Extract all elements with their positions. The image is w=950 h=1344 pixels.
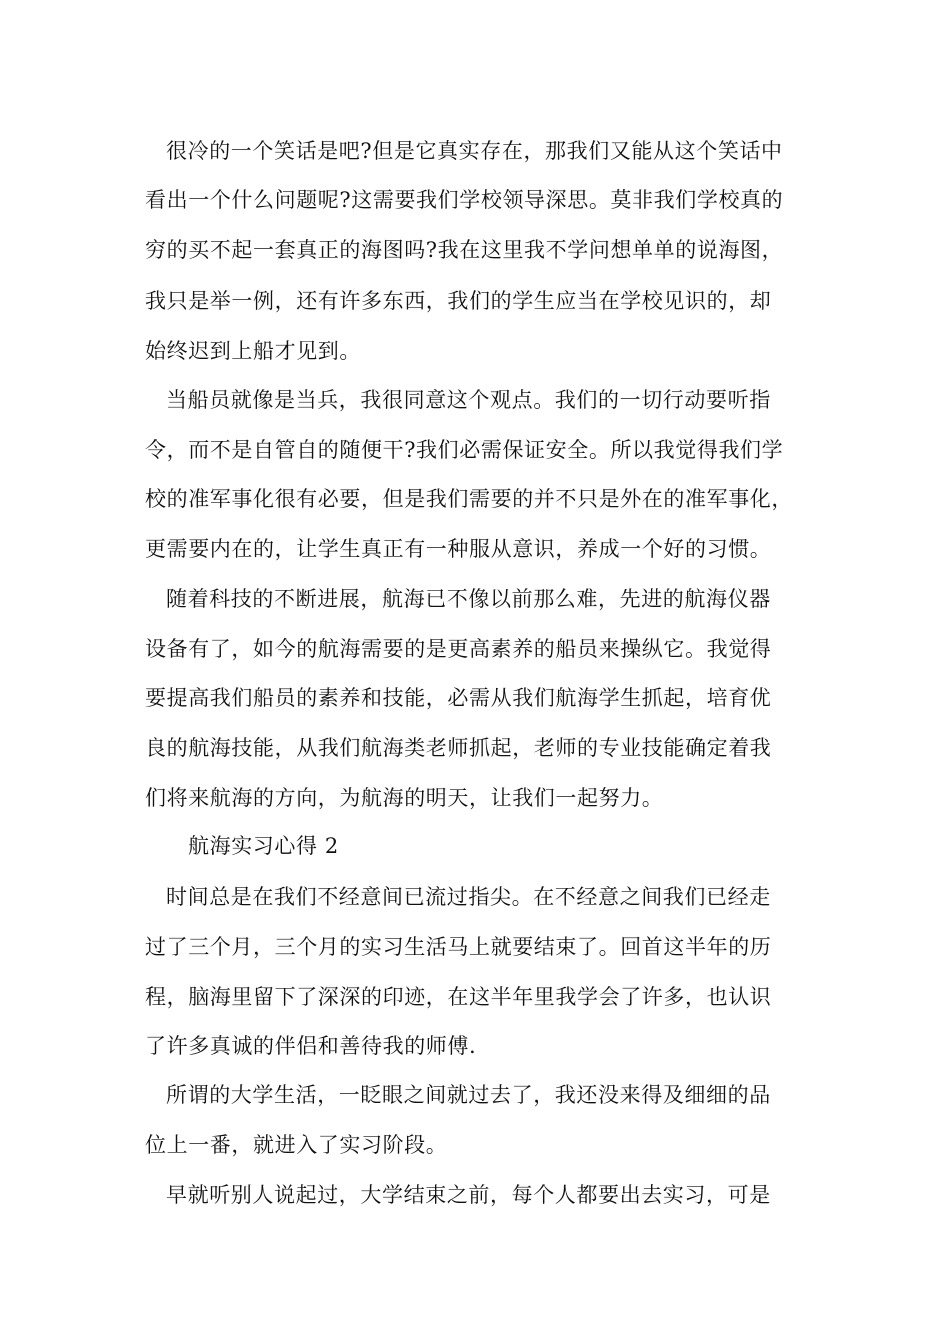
paragraph-3-line-4: 良的航海技能，从我们航海类老师抓起，老师的专业技能确定着我	[145, 736, 772, 760]
paragraph-3-line-3: 要提高我们船员的素养和技能，必需从我们航海学生抓起，培育优	[145, 686, 772, 710]
paragraph-5-line-1: 所谓的大学生活，一眨眼之间就过去了，我还没来得及细细的品	[166, 1083, 771, 1107]
paragraph-4-line-3: 程，脑海里留下了深深的印迹，在这半年里我学会了许多，也认识	[145, 985, 772, 1009]
paragraph-1-line-4: 我只是举一例，还有许多东西，我们的学生应当在学校见识的，却	[145, 289, 772, 313]
paragraph-3-line-1: 随着科技的不断进展，航海已不像以前那么难，先进的航海仪器	[166, 587, 771, 611]
paragraph-4-line-4: 了许多真诚的伴侣和善待我的师傅.	[145, 1034, 477, 1058]
paragraph-4-line-1: 时间总是在我们不经意间已流过指尖。在不经意之间我们已经走	[166, 885, 771, 909]
paragraph-2-line-4: 更需要内在的，让学生真正有一种服从意识，养成一个好的习惯。	[145, 537, 772, 561]
paragraph-4-line-2: 过了三个月，三个月的实习生活马上就要结束了。回首这半年的历	[145, 935, 772, 959]
paragraph-5-line-2: 位上一番，就进入了实习阶段。	[145, 1133, 448, 1157]
paragraph-6-line-1: 早就听别人说起过，大学结束之前，每个人都要出去实习，可是	[166, 1183, 771, 1207]
paragraph-1-line-2: 看出一个什么问题呢?这需要我们学校领导深思。莫非我们学校真的	[145, 188, 784, 212]
section-heading: 航海实习心得 2	[188, 834, 339, 858]
paragraph-1-line-1: 很冷的一个笑话是吧?但是它真实存在，那我们又能从这个笑话中	[166, 139, 783, 163]
paragraph-2-line-3: 校的准军事化很有必要，但是我们需要的并不只是外在的准军事化，	[145, 487, 793, 511]
paragraph-2-line-1: 当船员就像是当兵，我很同意这个观点。我们的一切行动要听指	[166, 388, 771, 412]
paragraph-3-line-2: 设备有了，如今的航海需要的是更高素养的船员来操纵它。我觉得	[145, 637, 772, 661]
paragraph-3-line-5: 们将来航海的方向，为航海的明天，让我们一起努力。	[145, 786, 664, 810]
paragraph-2-line-2: 令，而不是自管自的随便干?我们必需保证安全。所以我觉得我们学	[145, 438, 784, 462]
paragraph-1-line-3: 穷的买不起一套真正的海图吗?我在这里我不学问想单单的说海图，	[145, 238, 784, 262]
paragraph-1-line-5: 始终迟到上船才见到。	[145, 339, 361, 363]
